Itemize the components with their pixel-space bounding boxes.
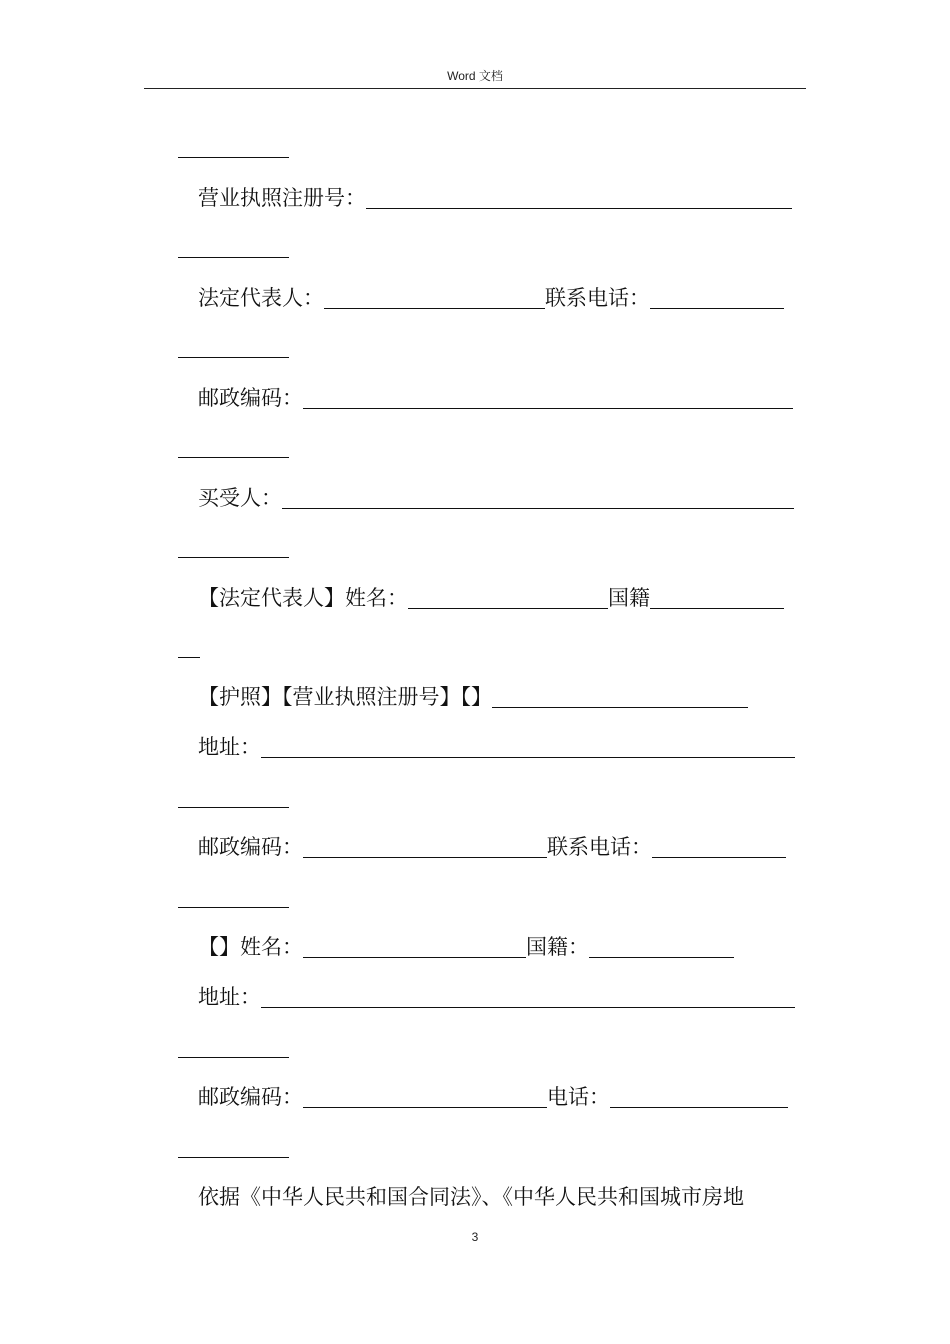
field-label: 联系电话： [547, 835, 652, 859]
legal-rep-row [198, 283, 784, 313]
fill-blank[interactable] [178, 635, 200, 658]
fill-blank[interactable] [178, 135, 289, 158]
fill-blank[interactable] [178, 1135, 289, 1158]
field-label: 国籍： [526, 935, 589, 959]
blank-line-4 [178, 432, 289, 462]
fill-blank[interactable] [178, 335, 289, 358]
fill-blank[interactable] [178, 435, 289, 458]
postcode-blank[interactable] [303, 386, 793, 409]
name-blank[interactable] [408, 586, 608, 609]
legal-rep-blank[interactable] [324, 286, 545, 309]
field-label: 电话： [547, 1085, 610, 1109]
buyer-legal-rep-row [198, 583, 784, 613]
field-label: 【】姓名： [198, 935, 303, 959]
field-label: 联系电话： [545, 286, 650, 310]
buyer-row [198, 483, 794, 513]
address-blank[interactable] [261, 985, 795, 1008]
postcode-blank[interactable] [303, 1085, 547, 1108]
postcode-blank[interactable] [303, 835, 547, 858]
field-label: 地址： [198, 735, 261, 759]
business-license-blank[interactable] [366, 186, 792, 209]
blank-line-6 [178, 632, 200, 662]
postcode-phone-row [198, 832, 786, 862]
fill-blank[interactable] [178, 1035, 289, 1058]
nationality-blank[interactable] [589, 935, 734, 958]
address-blank[interactable] [261, 735, 795, 758]
postcode-row-1 [198, 383, 793, 413]
blank-line-3 [178, 332, 289, 362]
field-label: 邮政编码： [198, 835, 303, 859]
field-label: 法定代表人： [198, 286, 324, 310]
id-number-blank[interactable] [492, 685, 748, 708]
field-label: 【法定代表人】姓名： [198, 586, 408, 610]
blank-line-10 [178, 1132, 289, 1162]
page-header [144, 66, 806, 89]
phone-blank[interactable] [650, 286, 784, 309]
address-row-2 [198, 982, 795, 1012]
blank-line-1 [178, 132, 289, 162]
passport-license-row [198, 682, 748, 712]
field-label: 【护照】【营业执照注册号】【】 [198, 685, 492, 709]
page-number-text: 3 [471, 1230, 479, 1244]
field-label: 营业执照注册号： [198, 186, 366, 210]
blank-line-7 [178, 782, 289, 812]
header-title: Word 文档 [447, 69, 503, 83]
field-label: 买受人： [198, 486, 282, 510]
address-row-1 [198, 732, 795, 762]
field-label: 邮政编码： [198, 1085, 303, 1109]
body-paragraph [198, 1182, 744, 1212]
blank-line-5 [178, 532, 289, 562]
paragraph-text: 依据《中华人民共和国合同法》、《中华人民共和国城市房地 [198, 1185, 744, 1209]
fill-blank[interactable] [178, 785, 289, 808]
field-label: 地址： [198, 985, 261, 1009]
phone-blank[interactable] [610, 1085, 788, 1108]
buyer-blank[interactable] [282, 486, 794, 509]
field-label: 国籍 [608, 586, 650, 610]
fill-blank[interactable] [178, 535, 289, 558]
nationality-blank[interactable] [650, 586, 784, 609]
field-label: 邮政编码： [198, 386, 303, 410]
page-number [0, 1230, 950, 1244]
fill-blank[interactable] [178, 235, 289, 258]
fill-blank[interactable] [178, 885, 289, 908]
blank-line-8 [178, 882, 289, 912]
business-license-row [198, 183, 792, 213]
blank-line-9 [178, 1032, 289, 1062]
blank-line-2 [178, 232, 289, 262]
name-nationality-row [198, 932, 734, 962]
postcode-phone-row-2 [198, 1082, 788, 1112]
name-blank[interactable] [303, 935, 526, 958]
phone-blank[interactable] [652, 835, 786, 858]
